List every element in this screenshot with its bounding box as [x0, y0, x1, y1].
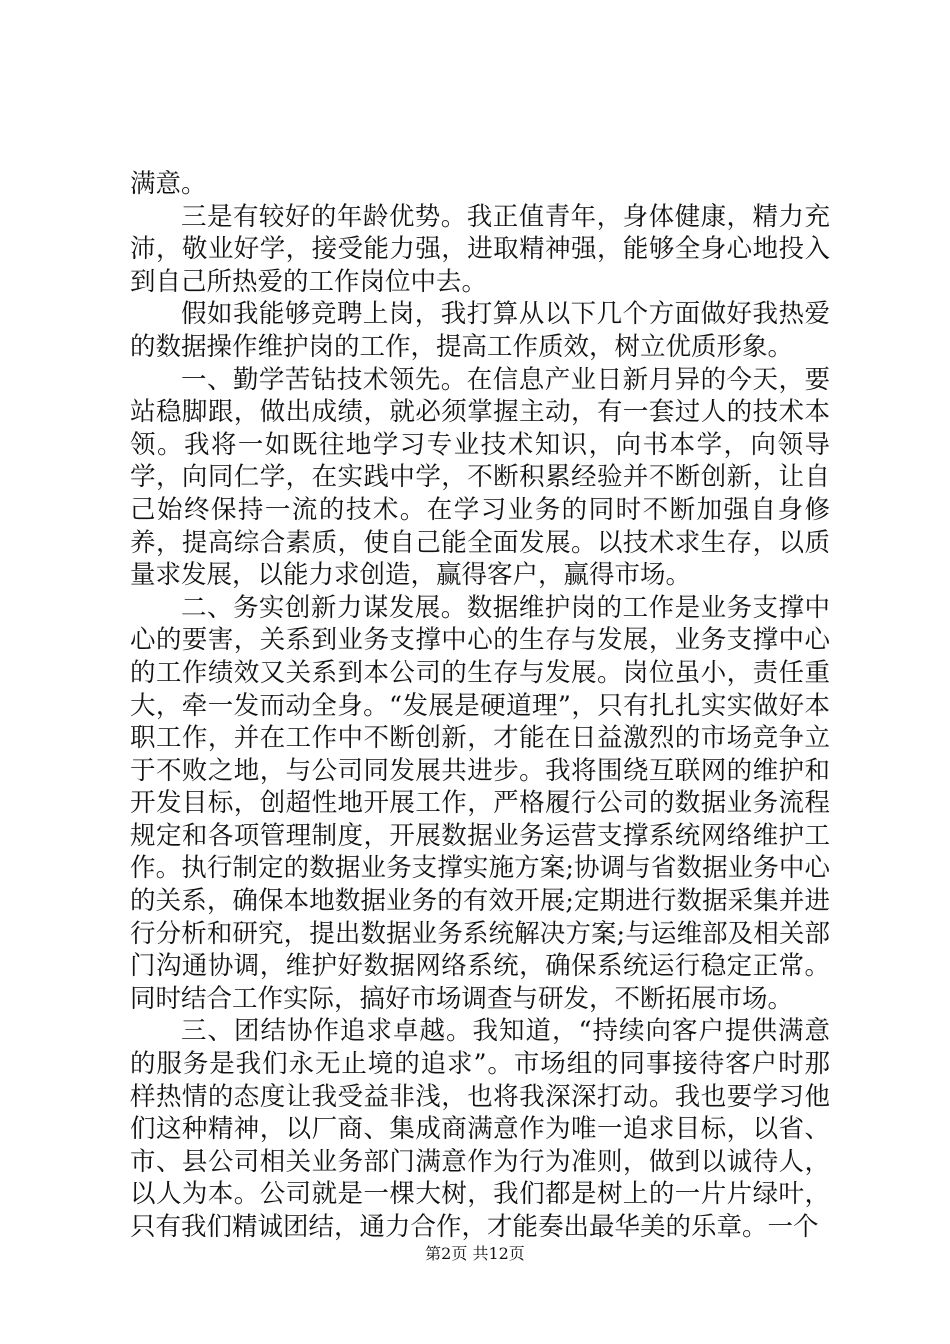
paragraph-point-two: 二、务实创新力谋发展。数据维护岗的工作是业务支撑中心的要害，关系到业务支撑中心的生存与发展，业务支撑中心的工作绩效又关系到本公司的生存与发展。岗位虽小，责任重大，牵一发而动全身。“发展是硬道理”，只有扎扎实实做好本职工作，并在工作中不断创新，才能在日益激烈的市场竞争立于不败之地，与公司同发展共进步。我将围绕互联网的维护和开发目标，创超性地开展工作，严格履行公司的数据业务流程规定和各项管理制度，开展数据业务运营支撑系统网络维护工作。执行制定的数据业务支撑实施方案;协调与省数据业务中心的关系，确保本地数据业务的有效开展;定期进行数据采集并进行分析和研究，提出数据业务系统解决方案;与运维部及相关部门沟通协调，维护好数据网络系统，确保系统运行稳定正常。同时结合工作实际，搞好市场调查与研发，不断拓展市场。 — [130, 592, 830, 1014]
paragraph-point-one: 一、勤学苦钻技术领先。在信息产业日新月异的今天，要站稳脚跟，做出成绩，就必须掌握主动，有一套过人的技术本领。我将一如既往地学习专业技术知识，向书本学，向领导学，向同仁学，在实践中学，不断积累经验并不断创新，让自己始终保持一流的技术。在学习业务的同时不断加强自身修养，提高综合素质，使自己能全面发展。以技术求生存，以质量求发展，以能力求创造，赢得客户，赢得市场。 — [130, 364, 830, 591]
paragraph-plan-intro: 假如我能够竞聘上岗，我打算从以下几个方面做好我热爱的数据操作维护岗的工作，提高工作质效，树立优质形象。 — [130, 299, 830, 362]
paragraph-age-advantage: 三是有较好的年龄优势。我正值青年，身体健康，精力充沛，敬业好学，接受能力强，进取精神强，能够全身心地投入到自己所热爱的工作岗位中去。 — [130, 201, 830, 297]
paragraph-point-three: 三、团结协作追求卓越。我知道，“持续向客户提供满意的服务是我们永无止境的追求”。市场组的同事接待客户时那样热情的态度让我受益非浅，也将我深深打动。我也要学习他们这种精神，以厂商、集成商满意作为唯一追求目标，以省、市、县公司相关业务部门满意作为行为准则，做到以诚待人，以人为本。公司就是一棵大树，我们都是树上的一片片绿叶，只有我们精诚团结，通力合作，才能奏出最华美的乐章。一个 — [130, 1016, 830, 1242]
page-number-footer: 第2页 共12页 — [425, 1244, 525, 1263]
paragraph-continuation: 满意。 — [130, 169, 207, 199]
document-body — [130, 168, 830, 1244]
